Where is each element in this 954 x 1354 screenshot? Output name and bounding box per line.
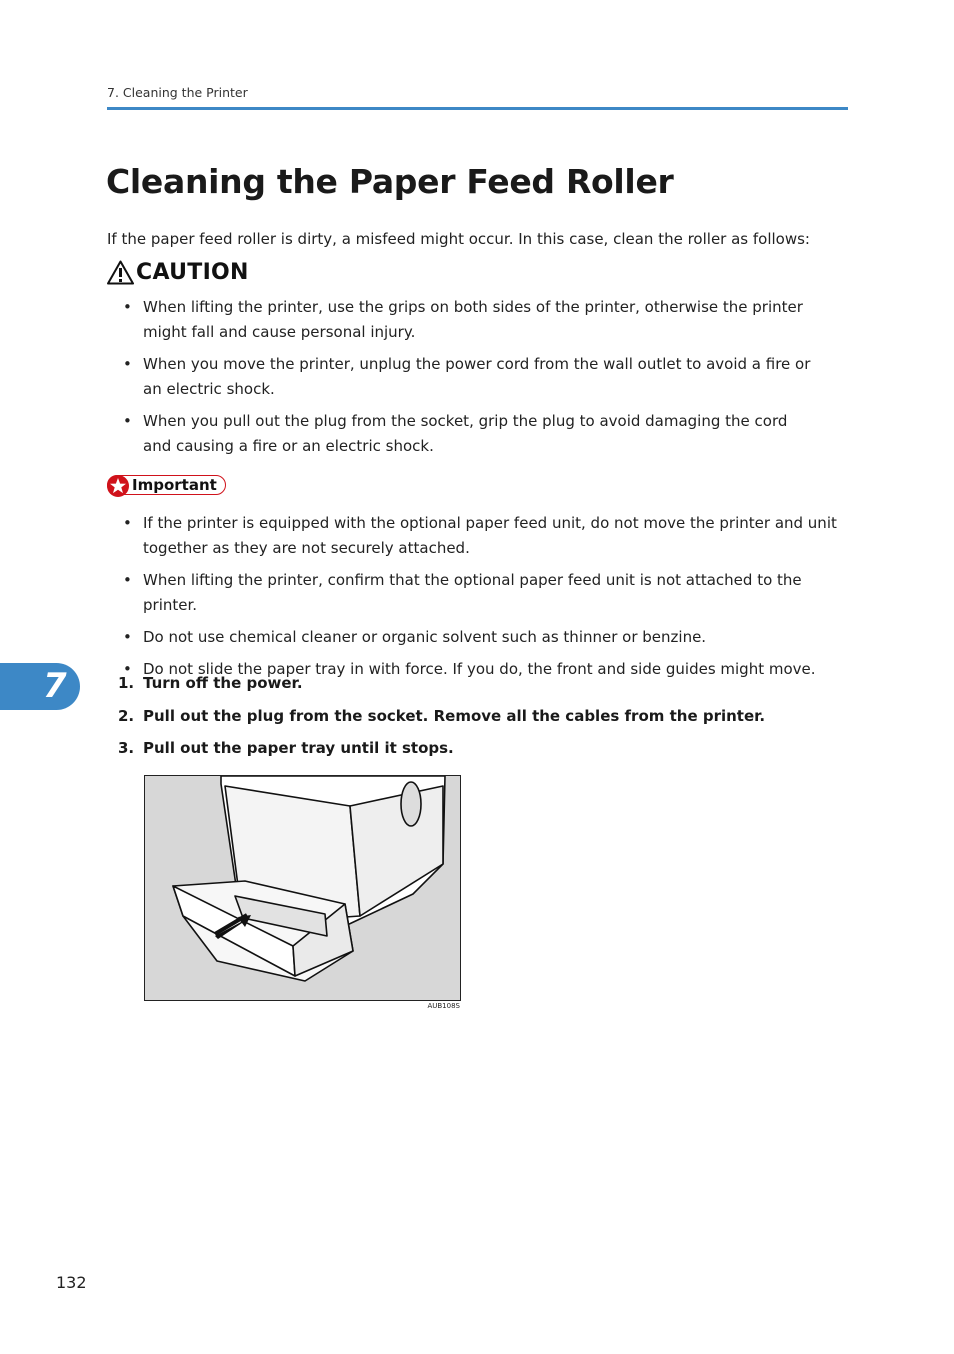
chapter-tab xyxy=(0,663,80,710)
important-circle xyxy=(107,475,129,497)
running-head: 7. Cleaning the Printer xyxy=(107,85,248,100)
step-number: 1. xyxy=(118,674,135,692)
important-heading xyxy=(107,475,228,497)
caution-label: CAUTION xyxy=(136,259,249,285)
caution-item: • When lifting the printer, use the grips on both sides of the printer, otherwise the printer might fall and cause personal injury. xyxy=(107,295,817,345)
step-number: 3. xyxy=(118,739,135,757)
caution-list xyxy=(107,295,817,459)
caution-item: • When you pull out the plug from the socket, grip the plug to avoid damaging the cord and causing a fire or an electric shock. xyxy=(107,409,817,459)
step-text: Turn off the power. xyxy=(143,674,303,692)
step-item xyxy=(107,667,765,700)
printer-drawing xyxy=(145,776,460,1000)
important-item: • Do not use chemical cleaner or organic solvent such as thinner or benzine. xyxy=(107,625,852,650)
important-item: • If the printer is equipped with the optional paper feed unit, do not move the printer and unit together as they are not securely attached. xyxy=(107,511,852,561)
star-icon xyxy=(107,475,129,497)
step-list xyxy=(107,667,765,765)
header-rule xyxy=(107,107,848,110)
caution-item: • When you move the printer, unplug the power cord from the wall outlet to avoid a fire or an electric shock. xyxy=(107,352,817,402)
chapter-number: 7 xyxy=(43,666,67,706)
page-title: Cleaning the Paper Feed Roller xyxy=(106,162,674,201)
intro-paragraph: If the paper feed roller is dirty, a misfeed might occur. In this case, clean the roller as follows: xyxy=(107,230,810,248)
printer-tray-illustration xyxy=(144,775,461,1001)
important-label: Important xyxy=(132,476,217,494)
page-number: 132 xyxy=(56,1273,87,1292)
step-text: Pull out the plug from the socket. Remove all the cables from the printer. xyxy=(143,706,766,725)
step-item xyxy=(107,700,765,733)
step-text: Pull out the paper tray until it stops. xyxy=(143,739,454,757)
important-item: • When lifting the printer, confirm that the optional paper feed unit is not attached to the printer. xyxy=(107,568,852,618)
caution-heading xyxy=(107,258,249,286)
important-item: • Do not slide the paper tray in with force. If you do, the front and side guides might move. xyxy=(107,657,852,682)
figure-code: AUB108S xyxy=(427,1002,460,1010)
step-number: 2. xyxy=(118,706,135,725)
warning-triangle-icon xyxy=(107,260,134,285)
important-list xyxy=(107,511,852,682)
step-item xyxy=(107,732,765,765)
